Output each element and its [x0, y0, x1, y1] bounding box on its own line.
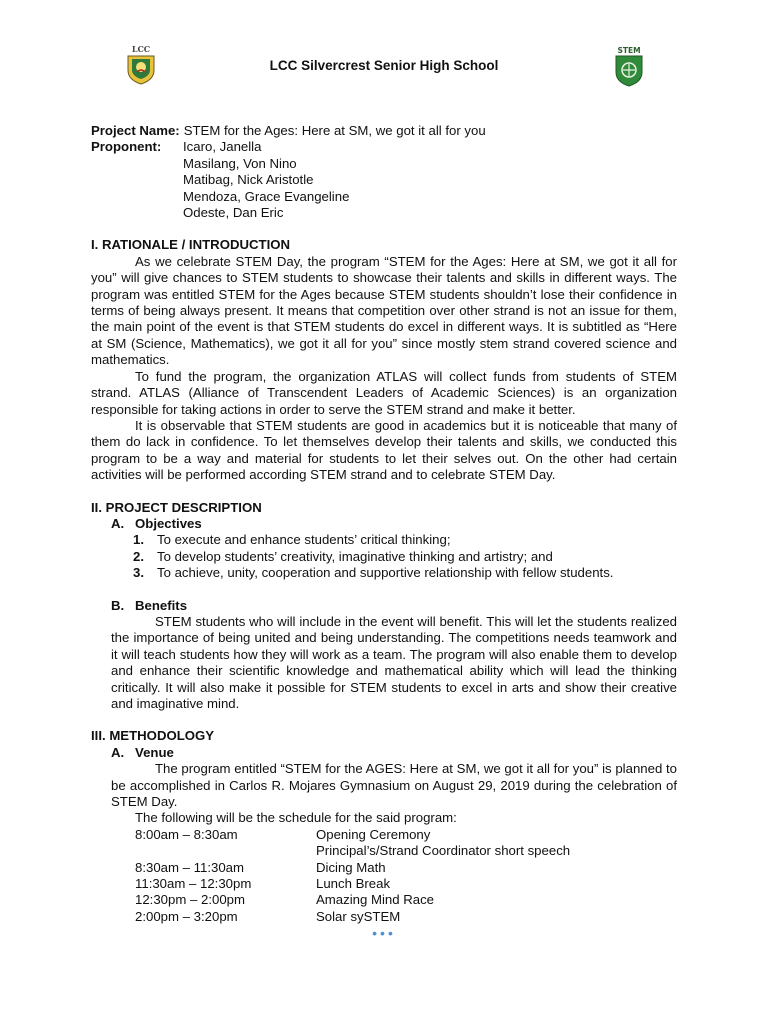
objective-text: To develop students’ creativity, imaginative thinking and artistry; and	[157, 548, 553, 564]
objective-number: 2.	[133, 548, 144, 564]
project-description-heading: II. PROJECT DESCRIPTION	[91, 499, 262, 515]
schedule-table	[135, 827, 677, 925]
objective-number: 1.	[133, 532, 144, 548]
rationale-paragraph: It is observable that STEM students are good in academics but it is noticeable that many of them do lack in confidence. To let themselves develop their talents and skills, we conducted this program to be a way and material for students to let their selves out. On the other had certain activities will be performed according STEM strand and to celebrate STEM Day.	[91, 417, 677, 483]
proponent-item: Matibag, Nick Aristotle	[183, 172, 314, 188]
schedule-time	[135, 843, 316, 859]
project-name-row	[91, 123, 677, 139]
objectives-title: Objectives	[135, 515, 202, 531]
proponent-item: Mendoza, Grace Evangeline	[183, 188, 350, 204]
venue-heading	[91, 745, 677, 761]
rationale-paragraph: As we celebrate STEM Day, the program “STEM for the Ages: Here at SM, we got it all for you” will give chances to STEM students to showcase their talents and skills in different ways. The program was entitled STEM for the Ages because STEM students shouldn’t lose their confidence in terms of being always present. It means that competition over other strand is not an issue for them, the main point of the event is that STEM students do excel in different ways. It is subtitled as “Here at SM (Science, Mathematics), we got it all for you” since mostly stem strand covered science and mathematics.	[91, 253, 677, 368]
proponent-item: Icaro, Janella	[183, 139, 262, 155]
venue-paragraph: The program entitled “STEM for the AGES: Here at SM, we got it all for you” is planned to be accomplished in Carlos R. Mojares Gymnasium on August 29, 2019 during the celebration of STEM Day.	[111, 761, 677, 810]
schedule-time: 2:00pm – 3:20pm	[135, 908, 238, 924]
school-name-heading: LCC Silvercrest Senior High School	[269, 58, 499, 73]
schedule-row	[135, 909, 677, 925]
schedule-activity: Principal’s/Strand Coordinator short speech	[316, 843, 571, 859]
benefits-title: Benefits	[135, 597, 188, 613]
schedule-row	[135, 876, 677, 892]
document-body	[91, 123, 677, 925]
schedule-row	[135, 860, 677, 876]
more-pages-icon[interactable]: •••	[372, 925, 396, 941]
schedule-time: 11:30am – 12:30pm	[135, 876, 252, 892]
venue-letter: A.	[111, 744, 125, 760]
schedule-time: 8:30am – 11:30am	[135, 859, 244, 875]
objective-text: To execute and enhance students’ critical thinking;	[157, 532, 451, 548]
schedule-intro: The following will be the schedule for the said program:	[135, 810, 457, 826]
schedule-activity: Lunch Break	[316, 876, 391, 892]
objectives-heading	[91, 516, 677, 532]
project-name-label: Project Name:	[91, 123, 180, 138]
svg-text:LCC: LCC	[131, 44, 151, 54]
proponent-row	[91, 139, 677, 155]
schedule-activity: Solar sySTEM	[316, 908, 401, 924]
schedule-activity: Dicing Math	[316, 859, 386, 875]
schedule-row	[135, 843, 677, 859]
objective-item	[133, 565, 677, 581]
objective-number: 3.	[133, 565, 144, 581]
rationale-paragraph: To fund the program, the organization ATLAS will collect funds from students of STEM strand. ATLAS (Alliance of Transcendent Leaders of Academic Sciences) is an organization responsible for taking actions in order to serve the STEM strand and make it better.	[91, 368, 677, 417]
schedule-row	[135, 892, 677, 908]
objectives-list	[91, 532, 677, 581]
methodology-heading: III. METHODOLOGY	[91, 728, 215, 744]
objectives-letter: A.	[111, 515, 125, 531]
schedule-activity: Opening Ceremony	[316, 826, 431, 842]
objective-item	[133, 532, 677, 548]
schedule-activity: Amazing Mind Race	[316, 892, 435, 908]
proponent-item: Odeste, Dan Eric	[183, 205, 284, 221]
proponent-label: Proponent:	[91, 139, 162, 155]
schedule-time: 8:00am – 8:30am	[135, 826, 238, 842]
benefits-letter: B.	[111, 597, 125, 613]
svg-text:STEM: STEM	[617, 46, 641, 55]
benefits-paragraph: STEM students who will include in the event will benefit. This will let the students realized the importance of being united and being understanding. The competitions needs teamwork and it will teach students how they will work as a team. The program will also enable them to develop and enhance their scientific knowledge and mathematical ability which will lead the thinking critically. It will also make it possible for STEM students to excel in arts and show their creative and imaginative mind.	[111, 613, 677, 711]
proponent-item: Masilang, Von Nino	[183, 155, 297, 171]
schedule-row	[135, 827, 677, 843]
venue-title: Venue	[135, 744, 174, 760]
rationale-heading: I. RATIONALE / INTRODUCTION	[91, 237, 291, 253]
objective-item	[133, 549, 677, 565]
benefits-heading	[91, 598, 677, 614]
proponent-list	[183, 156, 677, 222]
objective-text: To achieve, unity, cooperation and supportive relationship with fellow students.	[157, 565, 614, 581]
project-name-value: STEM for the Ages: Here at SM, we got it all for you	[183, 123, 486, 138]
schedule-time: 12:30pm – 2:00pm	[135, 892, 245, 908]
